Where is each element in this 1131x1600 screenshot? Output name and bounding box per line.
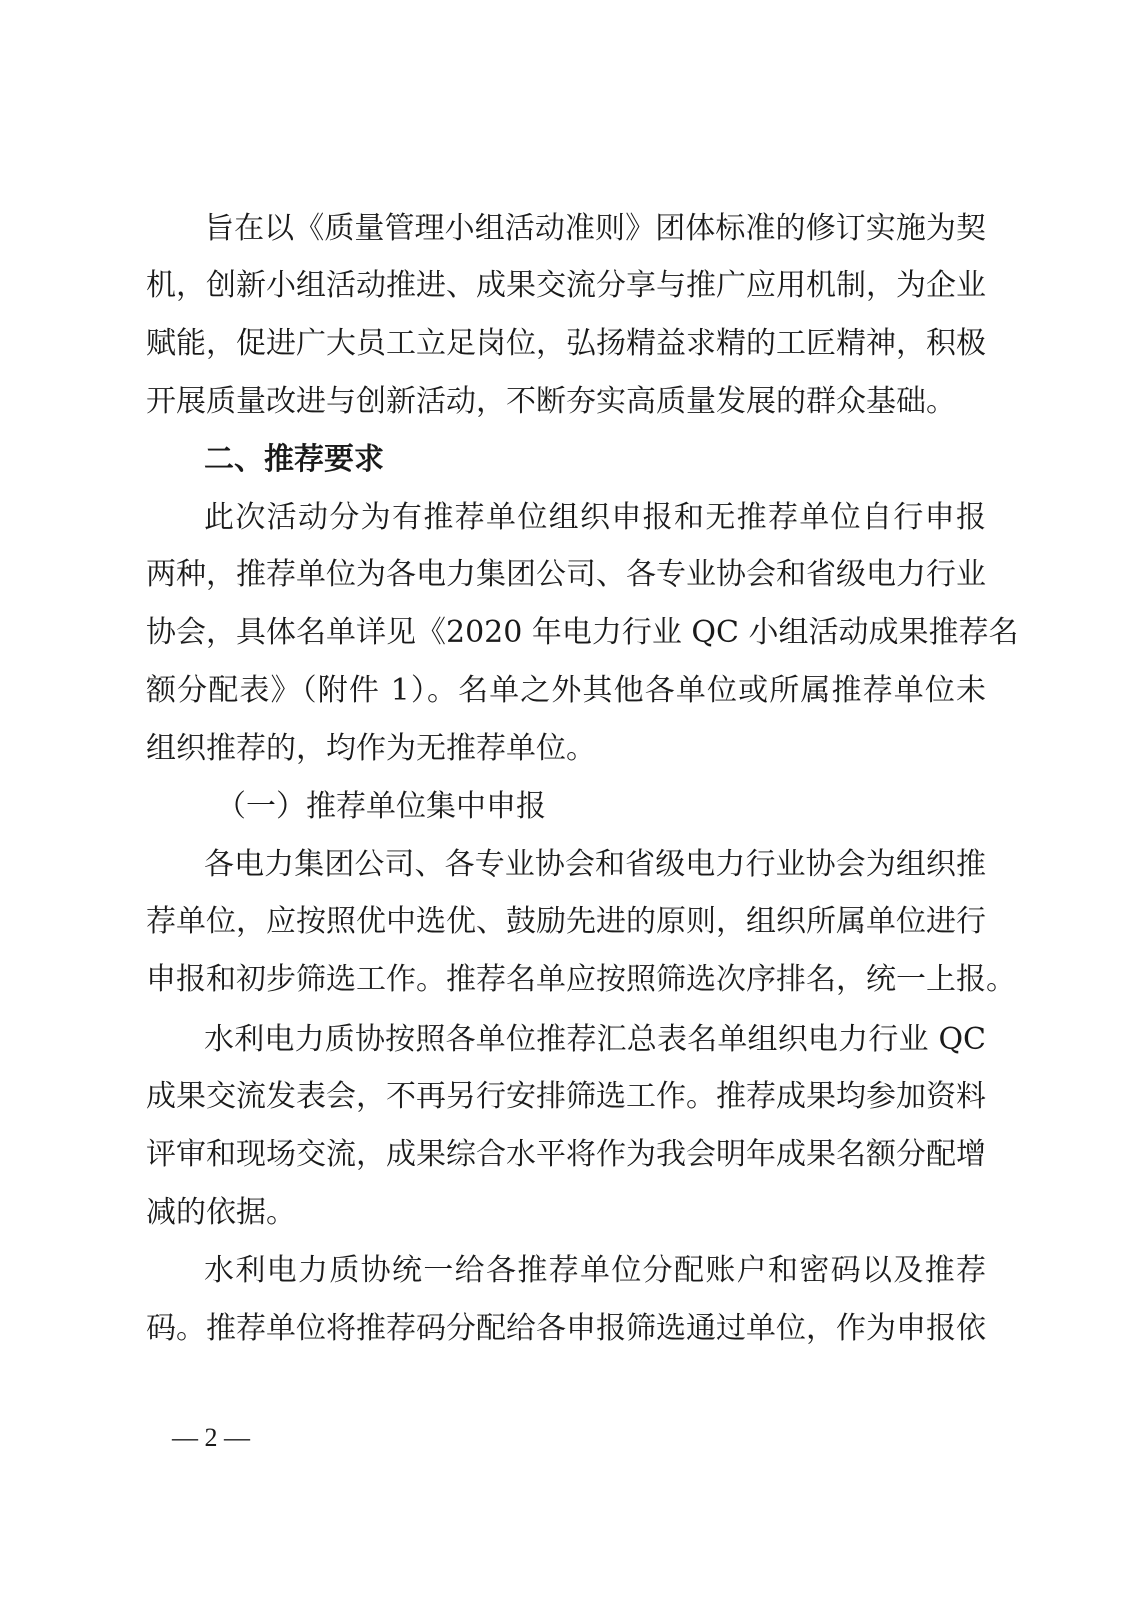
paragraph-requirements-line: 两种，推荐单位为各电力集团公司、各专业协会和省级电力行业	[146, 557, 986, 592]
paragraph-requirements-line: 协会，具体名单详见《2020 年电力行业 QC 小组活动成果推荐名	[146, 615, 1019, 650]
paragraph-requirements-line: 额分配表》（附件 1）。名单之外其他各单位或所属推荐单位未	[146, 673, 986, 708]
paragraph-accounts-line: 码。推荐单位将推荐码分配给各申报筛选通过单位，作为申报依	[146, 1311, 986, 1346]
paragraph-intro-line: 赋能，促进广大员工立足岗位，弘扬精益求精的工匠精神，积极	[146, 326, 986, 361]
paragraph-centralized-line: 各电力集团公司、各专业协会和省级电力行业协会为组织推	[204, 847, 986, 882]
paragraph-centralized-line: 申报和初步筛选工作。推荐名单应按照筛选次序排名，统一上报。	[146, 962, 1016, 997]
paragraph-intro-line: 机，创新小组活动推进、成果交流分享与推广应用机制，为企业	[146, 268, 986, 303]
paragraph-requirements-line: 组织推荐的，均作为无推荐单位。	[146, 731, 596, 766]
paragraph-intro-line: 开展质量改进与创新活动，不断夯实高质量发展的群众基础。	[146, 384, 956, 419]
paragraph-accounts-line: 水利电力质协统一给各推荐单位分配账户和密码以及推荐	[204, 1253, 986, 1288]
paragraph-centralized-line: 荐单位，应按照优中选优、鼓励先进的原则，组织所属单位进行	[146, 904, 986, 939]
paragraph-requirements-line: 此次活动分为有推荐单位组织申报和无推荐单位自行申报	[204, 500, 986, 535]
paragraph-exchange-line: 水利电力质协按照各单位推荐汇总表名单组织电力行业 QC	[204, 1022, 986, 1057]
paragraph-exchange-line: 减的依据。	[146, 1195, 296, 1230]
paragraph-exchange-line: 评审和现场交流，成果综合水平将作为我会明年成果名额分配增	[146, 1137, 986, 1172]
section-heading: 二、推荐要求	[204, 442, 384, 477]
paragraph-exchange-line: 成果交流发表会，不再另行安排筛选工作。推荐成果均参加资料	[146, 1079, 986, 1114]
page-number: — 2 —	[172, 1423, 250, 1452]
paragraph-intro-line: 旨在以《质量管理小组活动准则》团体标准的修订实施为契	[204, 211, 986, 246]
subsection-heading: （一）推荐单位集中申报	[216, 789, 546, 824]
